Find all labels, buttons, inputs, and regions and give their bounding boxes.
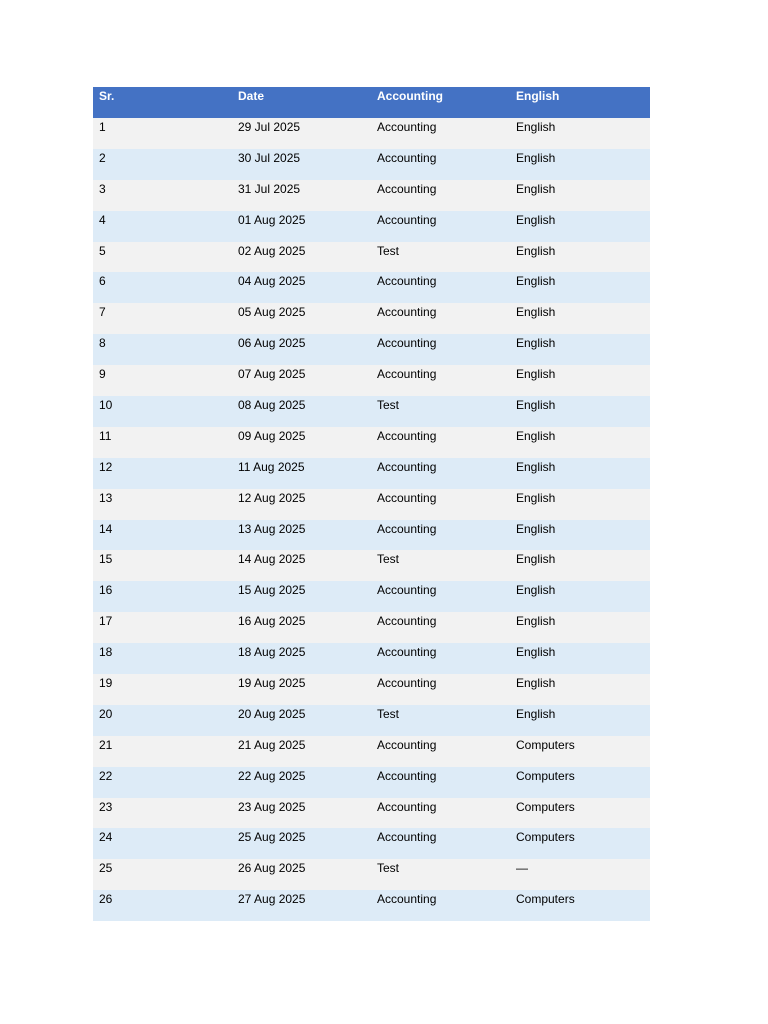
cell-subject-1: Accounting [377,768,437,783]
cell-sr: 24 [99,830,113,845]
cell-sr: 22 [99,768,113,783]
cell-sr: 4 [99,212,106,227]
cell-sr: 3 [99,181,106,196]
cell-date: 31 Jul 2025 [238,181,301,196]
cell-subject-2: Computers [516,737,575,752]
table-header [93,87,650,118]
cell-sr: 21 [99,737,113,752]
table-row [93,736,650,767]
table-row [93,272,650,303]
cell-date: 21 Aug 2025 [238,737,306,752]
cell-sr: 13 [99,490,113,505]
table-row [93,612,650,643]
cell-subject-1: Accounting [377,892,437,907]
cell-sr: 26 [99,892,113,907]
cell-subject-2: Computers [516,892,575,907]
cell-subject-1: Accounting [377,336,437,351]
header-date: Date [238,89,265,103]
cell-subject-2: English [516,676,556,691]
cell-date: 04 Aug 2025 [238,274,306,289]
table-row [93,520,650,551]
cell-subject-2: English [516,212,556,227]
schedule-table [93,87,650,921]
cell-subject-2: English [516,336,556,351]
table-row [93,643,650,674]
table-row [93,705,650,736]
cell-subject-1: Accounting [377,274,437,289]
cell-date: 09 Aug 2025 [238,428,306,443]
table-row [93,396,650,427]
header-row [93,87,650,118]
cell-date: 26 Aug 2025 [238,861,306,876]
cell-subject-1: Accounting [377,614,437,629]
table-row [93,890,650,921]
cell-date: 13 Aug 2025 [238,521,306,536]
cell-date: 14 Aug 2025 [238,552,306,567]
cell-subject-1: Accounting [377,645,437,660]
cell-subject-2: English [516,274,556,289]
cell-sr: 8 [99,336,106,351]
table-row [93,211,650,242]
cell-subject-1: Test [377,861,400,876]
cell-subject-1: Accounting [377,459,437,474]
cell-sr: 2 [99,150,106,165]
cell-subject-2: English [516,583,556,598]
cell-subject-1: Accounting [377,181,437,196]
table-row [93,489,650,520]
table-row [93,767,650,798]
cell-date: 07 Aug 2025 [238,367,306,382]
cell-subject-2: English [516,614,556,629]
table-row [93,458,650,489]
cell-subject-2: English [516,428,556,443]
cell-subject-2: English [516,150,556,165]
cell-subject-2: English [516,367,556,382]
table-row [93,242,650,273]
cell-sr: 16 [99,583,113,598]
table-row [93,581,650,612]
table-row [93,427,650,458]
cell-subject-1: Accounting [377,583,437,598]
cell-sr: 25 [99,861,113,876]
cell-subject-2: English [516,398,556,413]
table-row [93,828,650,859]
table-row [93,149,650,180]
table-row [93,365,650,396]
cell-date: 27 Aug 2025 [238,892,306,907]
cell-date: 05 Aug 2025 [238,305,306,320]
cell-subject-1: Accounting [377,676,437,691]
cell-subject-2: Computers [516,830,575,845]
cell-subject-2: English [516,706,556,721]
cell-date: 12 Aug 2025 [238,490,306,505]
cell-subject-1: Test [377,243,400,258]
cell-date: 20 Aug 2025 [238,706,306,721]
header-accounting: Accounting [377,89,443,103]
cell-subject-2: English [516,459,556,474]
cell-date: 18 Aug 2025 [238,645,306,660]
cell-date: 25 Aug 2025 [238,830,306,845]
cell-date: 29 Jul 2025 [238,120,301,134]
table-row [93,674,650,705]
table-row [93,859,650,890]
cell-date: 23 Aug 2025 [238,799,306,814]
table-row [93,180,650,211]
cell-date: 01 Aug 2025 [238,212,306,227]
cell-subject-2: English [516,521,556,536]
cell-subject-2: English [516,645,556,660]
cell-subject-1: Accounting [377,150,437,165]
cell-sr: 17 [99,614,113,629]
cell-sr: 9 [99,367,106,382]
cell-date: 30 Jul 2025 [238,150,301,165]
cell-subject-1: Accounting [377,737,437,752]
cell-sr: 14 [99,521,113,536]
cell-date: 16 Aug 2025 [238,614,306,629]
cell-subject-1: Test [377,552,400,567]
cell-sr: 20 [99,706,113,721]
cell-sr: 7 [99,305,106,320]
cell-subject-1: Accounting [377,428,437,443]
cell-sr: 12 [99,459,113,474]
table-row [93,550,650,581]
cell-sr: 11 [99,428,112,443]
cell-date: 15 Aug 2025 [238,583,306,598]
cell-subject-1: Accounting [377,521,437,536]
cell-date: 22 Aug 2025 [238,768,306,783]
table-row [93,334,650,365]
cell-sr: 6 [99,274,106,289]
table-body [93,118,650,921]
cell-sr: 23 [99,799,113,814]
cell-subject-2: English [516,305,556,320]
cell-subject-1: Accounting [377,120,437,134]
cell-date: 11 Aug 2025 [238,459,305,474]
cell-subject-1: Accounting [377,367,437,382]
cell-sr: 18 [99,645,113,660]
table-row [93,798,650,829]
cell-subject-2: Computers [516,799,575,814]
cell-subject-2: English [516,552,556,567]
cell-subject-1: Accounting [377,305,437,320]
cell-date: 02 Aug 2025 [238,243,306,258]
cell-date: 19 Aug 2025 [238,676,306,691]
cell-subject-2: English [516,243,556,258]
cell-date: 08 Aug 2025 [238,398,306,413]
cell-subject-2: — [516,861,528,876]
table-row [93,303,650,334]
cell-subject-1: Accounting [377,799,437,814]
cell-sr: 5 [99,243,106,258]
cell-subject-1: Test [377,398,400,413]
header-english: English [516,89,560,103]
cell-sr: 10 [99,398,113,413]
cell-subject-2: Computers [516,768,575,783]
cell-sr: 1 [99,120,106,134]
cell-sr: 19 [99,676,113,691]
cell-sr: 15 [99,552,113,567]
cell-subject-1: Test [377,706,400,721]
table-row [93,118,650,149]
cell-subject-1: Accounting [377,830,437,845]
cell-subject-1: Accounting [377,212,437,227]
cell-date: 06 Aug 2025 [238,336,306,351]
header-sr: Sr. [99,89,115,103]
cell-subject-1: Accounting [377,490,437,505]
cell-subject-2: English [516,120,556,134]
cell-subject-2: English [516,490,556,505]
cell-subject-2: English [516,181,556,196]
